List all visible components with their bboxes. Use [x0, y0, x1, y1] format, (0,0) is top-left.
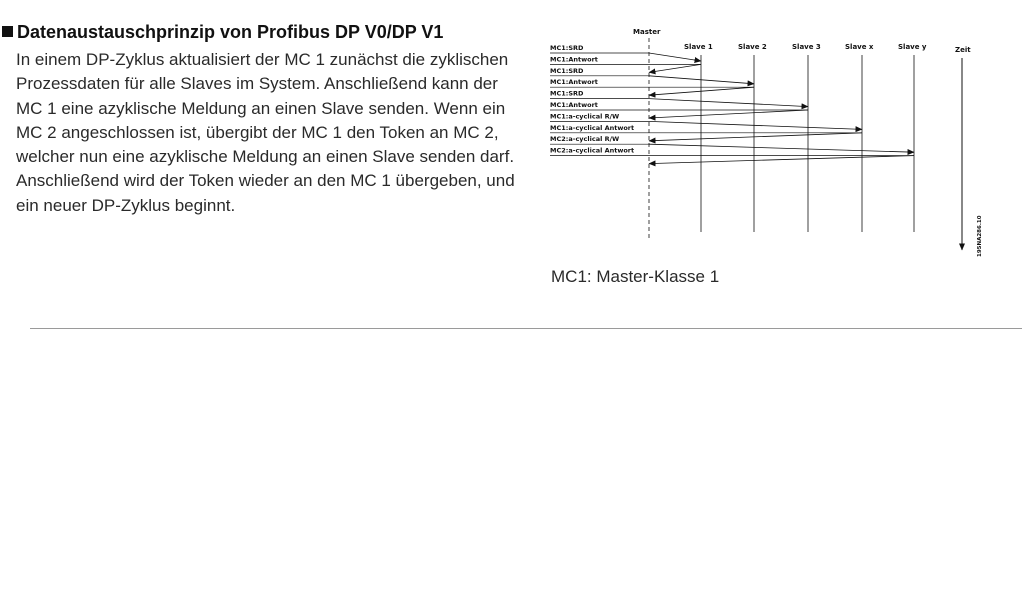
message-arrow [649, 53, 701, 61]
section-body-text: In einem DP-Zyklus aktualisiert der MC 1 zunächst die zyklischen Prozessdaten für alle Slaves im System. Anschließend kann der MC 1 eine azyklische Meldung an einen Slave senden. Wenn ein MC 2 angeschlossen ist, übergibt der MC 1 den Token an MC 2, welcher nun eine azyklische Meldung an einen Slave senden darf. Anschließend wird der Token wieder an den MC 1 übergeben, und ein neuer DP-Zyklus beginnt. [16, 50, 515, 215]
figure-id-label: 195NA286.10 [977, 215, 983, 257]
message-label: MC1:Antwort [550, 78, 598, 87]
slave-lifelines [684, 43, 927, 232]
message-arrow [649, 110, 808, 118]
message-label: MC2:a-cyclical Antwort [550, 146, 635, 155]
time-axis-label: Zeit [955, 46, 971, 54]
slave-label: Slave 3 [792, 43, 821, 51]
master-label: Master [633, 28, 661, 36]
message-arrows [550, 44, 914, 164]
message-label: MC1:SRD [550, 89, 584, 98]
slave-label: Slave y [898, 43, 927, 51]
message-arrow [649, 133, 862, 141]
message-arrow [649, 144, 914, 152]
section-heading [2, 22, 443, 43]
square-bullet-icon [2, 26, 13, 37]
message-arrow [649, 99, 808, 107]
sequence-diagram [546, 22, 986, 262]
slave-label: Slave 1 [684, 43, 713, 51]
message-label: MC1:Antwort [550, 55, 598, 64]
slave-label: Slave 2 [738, 43, 767, 51]
horizontal-divider [30, 328, 1022, 329]
message-label: MC1:SRD [550, 66, 584, 75]
message-label: MC1:SRD [550, 44, 584, 52]
message-label: MC1:a-cyclical R/W [550, 112, 620, 121]
message-arrow [649, 121, 862, 129]
message-label: MC2:a-cyclical R/W [550, 135, 620, 144]
message-arrow [649, 87, 754, 95]
diagram-caption: MC1: Master-Klasse 1 [551, 267, 720, 286]
message-arrow [649, 64, 701, 72]
slave-label: Slave x [845, 43, 874, 51]
message-arrow [649, 156, 914, 164]
message-label: MC1:a-cyclical Antwort [550, 123, 635, 132]
message-arrow [649, 76, 754, 84]
section-heading-text: Datenaustauschprinzip von Profibus DP V0/DP V1 [17, 22, 444, 42]
message-label: MC1:Antwort [550, 101, 598, 109]
